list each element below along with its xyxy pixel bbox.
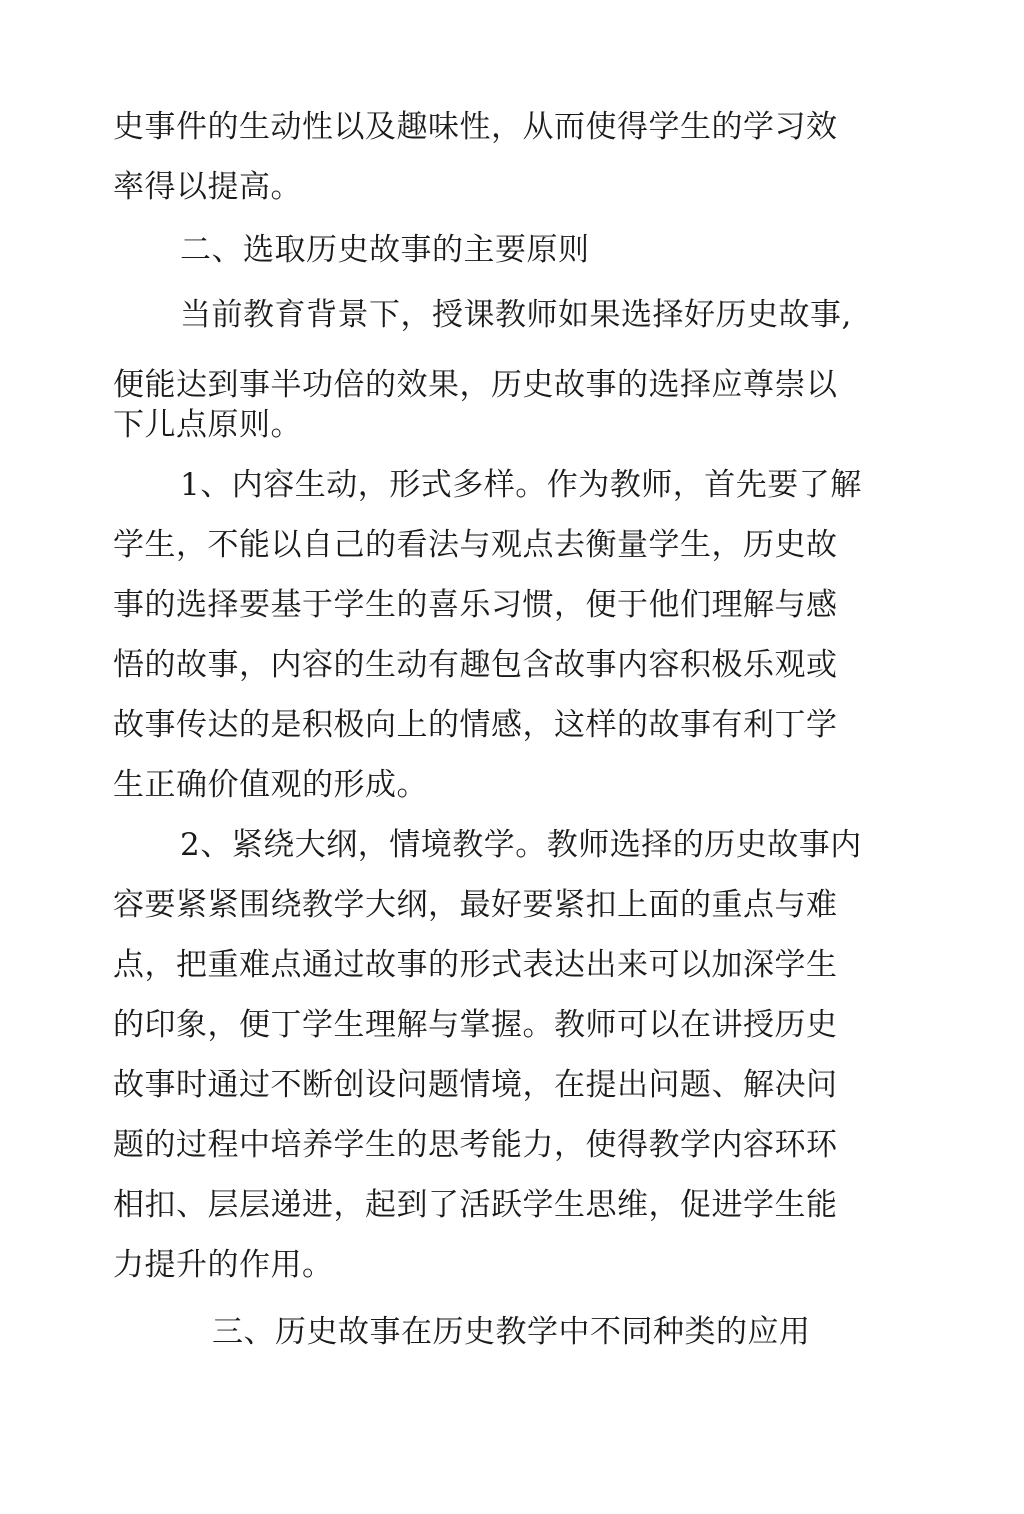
text-line: 悟的故事，内容的生动有趣包含故事内容积极乐观或 bbox=[113, 647, 838, 683]
text-line: 相扣、层层递进，起到了活跃学生思维，促进学生能 bbox=[113, 1187, 838, 1223]
text-line: 史事件的生动性以及趣味性，从而使得学生的学习效 bbox=[113, 109, 838, 145]
text-line: 学生，不能以自己的看法与观点去衡量学生，历史故 bbox=[113, 527, 838, 563]
text-line: 容要紧紧围绕教学大纲，最好要紧扣上面的重点与难 bbox=[113, 887, 838, 923]
text-line: 故事传达的是积极向上的情感，这样的故事有利丁学 bbox=[113, 707, 838, 743]
text-line: 故事时通过不断创设问题情境，在提出问题、解决问 bbox=[113, 1067, 838, 1103]
text-line: 率得以提高。 bbox=[113, 169, 302, 205]
text-line: 力提升的作用。 bbox=[113, 1247, 334, 1283]
text-line: 当前教育背景下，授课教师如果选择好历史故事, bbox=[180, 297, 852, 333]
section-heading: 二、选取历史故事的主要原则 bbox=[180, 232, 590, 268]
text-line: 2、紧绕大纲，情境教学。教师选择的历史故事内 bbox=[180, 827, 862, 863]
text-line: 下儿点原则。 bbox=[113, 407, 302, 443]
text-line: 题的过程中培养学生的思考能力，使得教学内容环环 bbox=[113, 1127, 838, 1163]
text-line: 便能达到事半功倍的效果，历史故事的选择应尊崇以 bbox=[113, 367, 838, 403]
text-line: 生正确价值观的形成。 bbox=[113, 767, 428, 803]
text-line: 的印象，便丁学生理解与掌握。教师可以在讲授历史 bbox=[113, 1007, 838, 1043]
text-line: 1、内容生动，形式多样。作为教师，首先要了解 bbox=[180, 467, 862, 503]
text-line: 点，把重难点通过故事的形式表达出来可以加深学生 bbox=[113, 947, 838, 983]
text-line: 事的选择要基于学生的喜乐习惯，便于他们理解与感 bbox=[113, 587, 838, 623]
section-heading: 三、历史故事在历史教学中不同种类的应用 bbox=[212, 1314, 811, 1350]
